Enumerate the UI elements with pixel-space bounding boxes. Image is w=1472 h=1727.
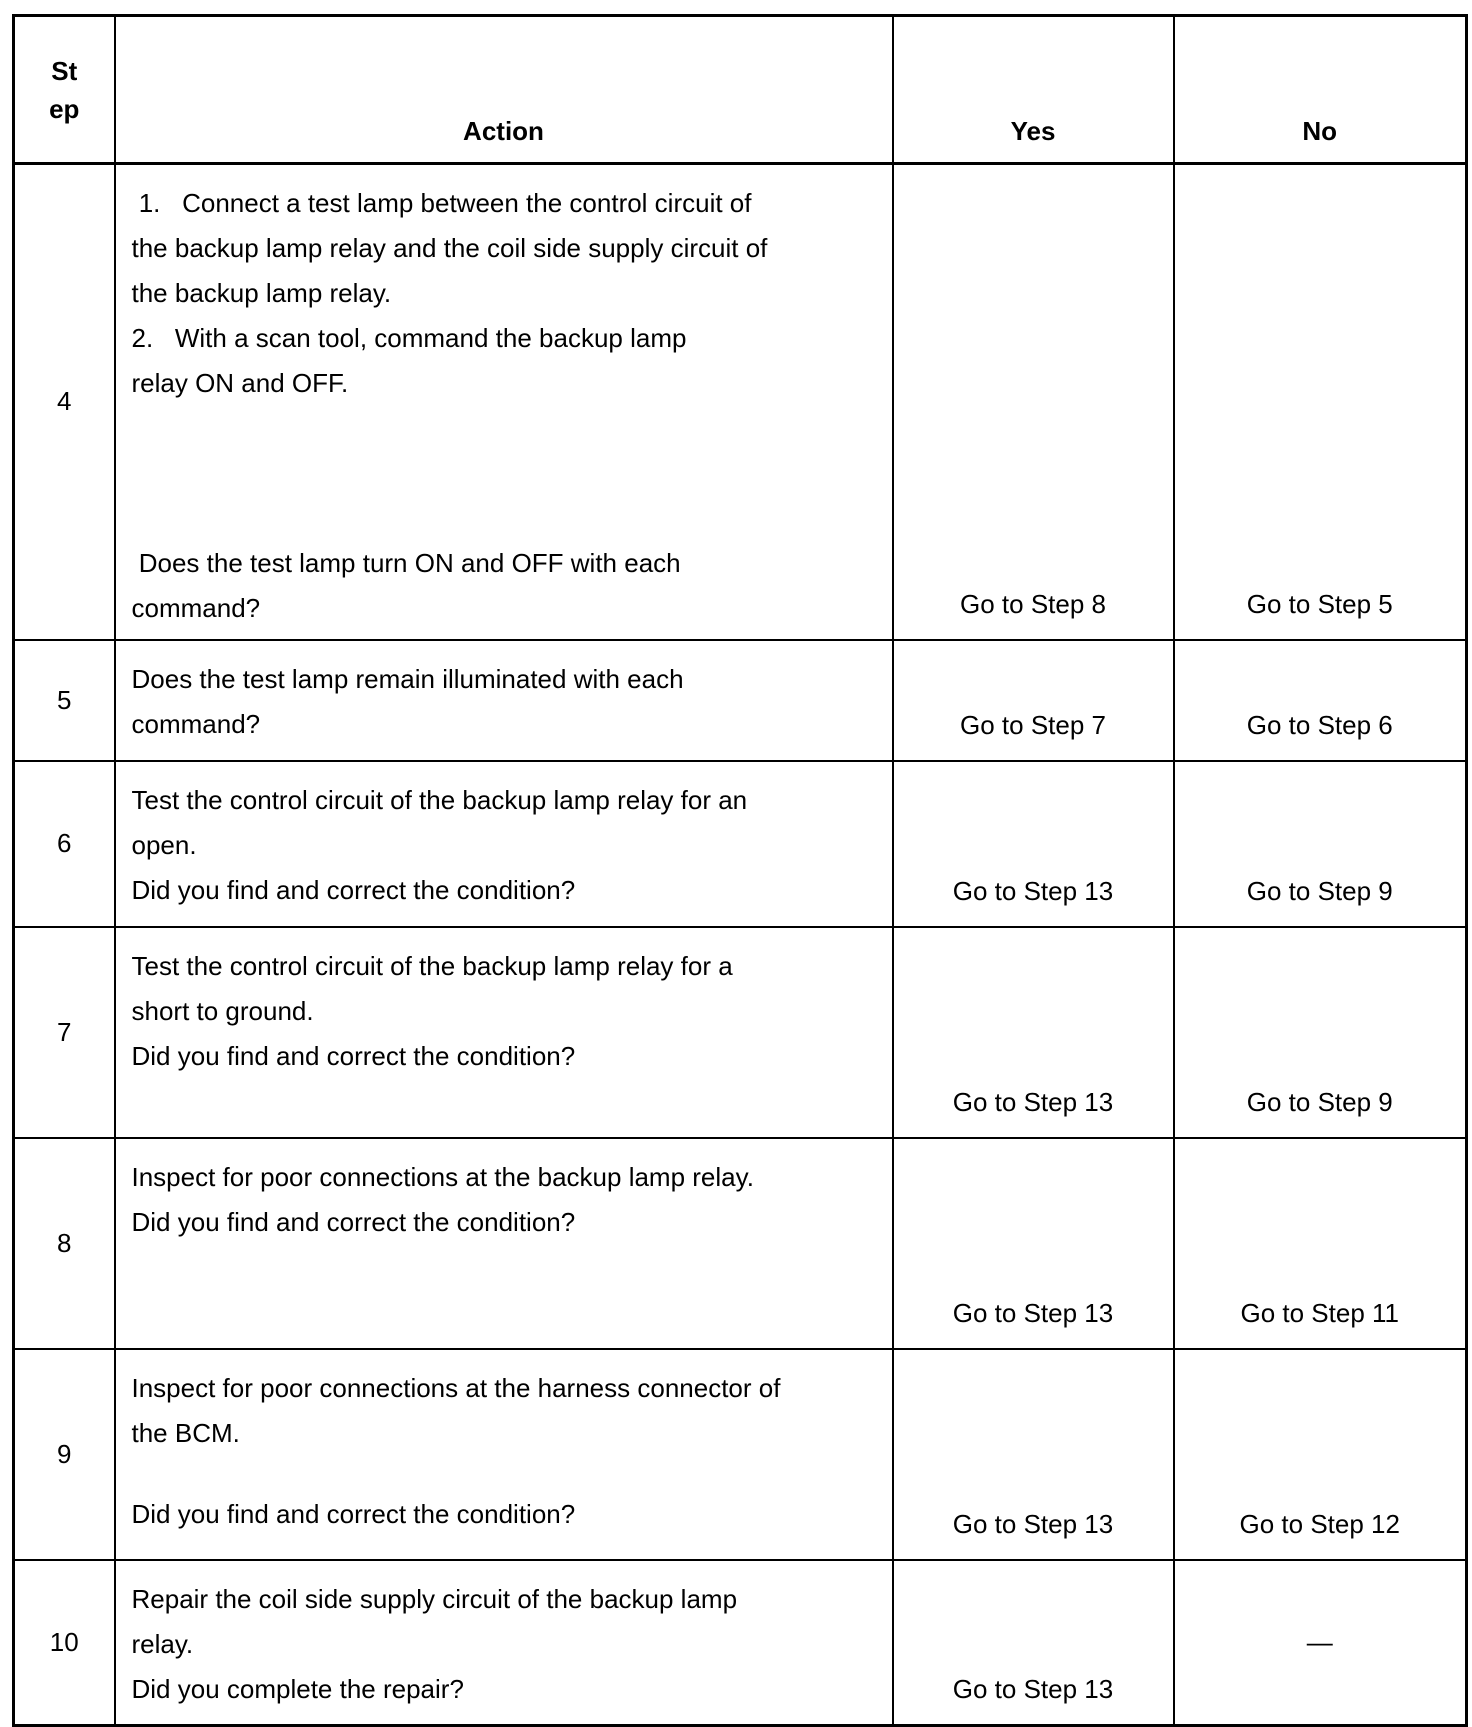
step-number: 5 (14, 640, 115, 761)
table-row-step-8 (14, 1138, 1467, 1349)
action-line: Inspect for poor connections at the backup lamp relay. (131, 1161, 754, 1192)
spacer (132, 1456, 872, 1492)
action-line: Does the test lamp remain illuminated with each (131, 663, 684, 694)
action-cell (115, 927, 893, 1138)
table-row-step-7 (14, 927, 1467, 1138)
action-cell (115, 1349, 893, 1560)
action-line: 1. Connect a test lamp between the control circuit of (131, 188, 752, 218)
action-line: Test the control circuit of the backup lamp relay for an (131, 784, 748, 815)
header-step-part2: ep (49, 93, 80, 124)
action-line: relay. (131, 1628, 194, 1659)
action-line: the backup lamp relay and the coil side supply circuit of (131, 233, 768, 263)
header-step (14, 16, 115, 164)
action-line: relay ON and OFF. (131, 368, 349, 398)
no-cell: Go to Step 9 (1174, 927, 1467, 1138)
yes-cell: Go to Step 7 (893, 640, 1174, 761)
table-row-step-9 (14, 1349, 1467, 1560)
yes-cell: Go to Step 13 (893, 1138, 1174, 1349)
action-line: Inspect for poor connections at the harness connector of (131, 1372, 781, 1403)
action-line: Test the control circuit of the backup lamp relay for a (131, 950, 733, 981)
header-action: Action (115, 16, 893, 164)
action-line: Did you complete the repair? (131, 1673, 464, 1704)
question-line: command? (131, 593, 261, 623)
question-line: Does the test lamp turn ON and OFF with each (131, 548, 681, 578)
action-cell (115, 1138, 893, 1349)
table-row-step-4 (14, 164, 1467, 640)
action-cell (115, 640, 893, 761)
action-cell (115, 1560, 893, 1726)
yes-cell: Go to Step 13 (893, 761, 1174, 927)
step-number: 7 (14, 927, 115, 1138)
action-line: the backup lamp relay. (131, 278, 392, 308)
no-cell: Go to Step 11 (1174, 1138, 1467, 1349)
no-cell: Go to Step 9 (1174, 761, 1467, 927)
table-row-step-5 (14, 640, 1467, 761)
table-row-step-6 (14, 761, 1467, 927)
yes-cell: Go to Step 13 (893, 1349, 1174, 1560)
table-row-step-10 (14, 1560, 1467, 1726)
action-line: 2. With a scan tool, command the backup lamp (131, 323, 687, 353)
header-step-part1: St (51, 55, 78, 86)
yes-cell: Go to Step 13 (893, 1560, 1174, 1726)
action-line: Did you find and correct the condition? (131, 1040, 576, 1071)
step-number: 8 (14, 1138, 115, 1349)
step-number: 9 (14, 1349, 115, 1560)
action-line: the BCM. (131, 1417, 240, 1448)
action-line: Repair the coil side supply circuit of the backup lamp (131, 1583, 738, 1614)
no-cell: Go to Step 5 (1174, 164, 1467, 640)
yes-cell: Go to Step 13 (893, 927, 1174, 1138)
header-no: No (1174, 16, 1467, 164)
header-yes: Yes (893, 16, 1174, 164)
header-row (14, 16, 1467, 164)
action-line: Did you find and correct the condition? (131, 874, 576, 905)
diagnostic-table (12, 14, 1468, 1727)
step-number: 10 (14, 1560, 115, 1726)
step-number: 4 (14, 164, 115, 640)
no-cell: Go to Step 6 (1174, 640, 1467, 761)
no-cell: Go to Step 12 (1174, 1349, 1467, 1560)
action-line: command? (131, 708, 261, 739)
spacer (132, 406, 872, 541)
action-line: open. (131, 829, 197, 860)
action-line: short to ground. (131, 995, 314, 1026)
step-number: 6 (14, 761, 115, 927)
yes-cell: Go to Step 8 (893, 164, 1174, 640)
action-cell (115, 164, 893, 640)
question-line: Did you find and correct the condition? (131, 1498, 576, 1529)
no-cell: — (1174, 1560, 1467, 1726)
action-cell (115, 761, 893, 927)
action-line: Did you find and correct the condition? (131, 1206, 576, 1237)
